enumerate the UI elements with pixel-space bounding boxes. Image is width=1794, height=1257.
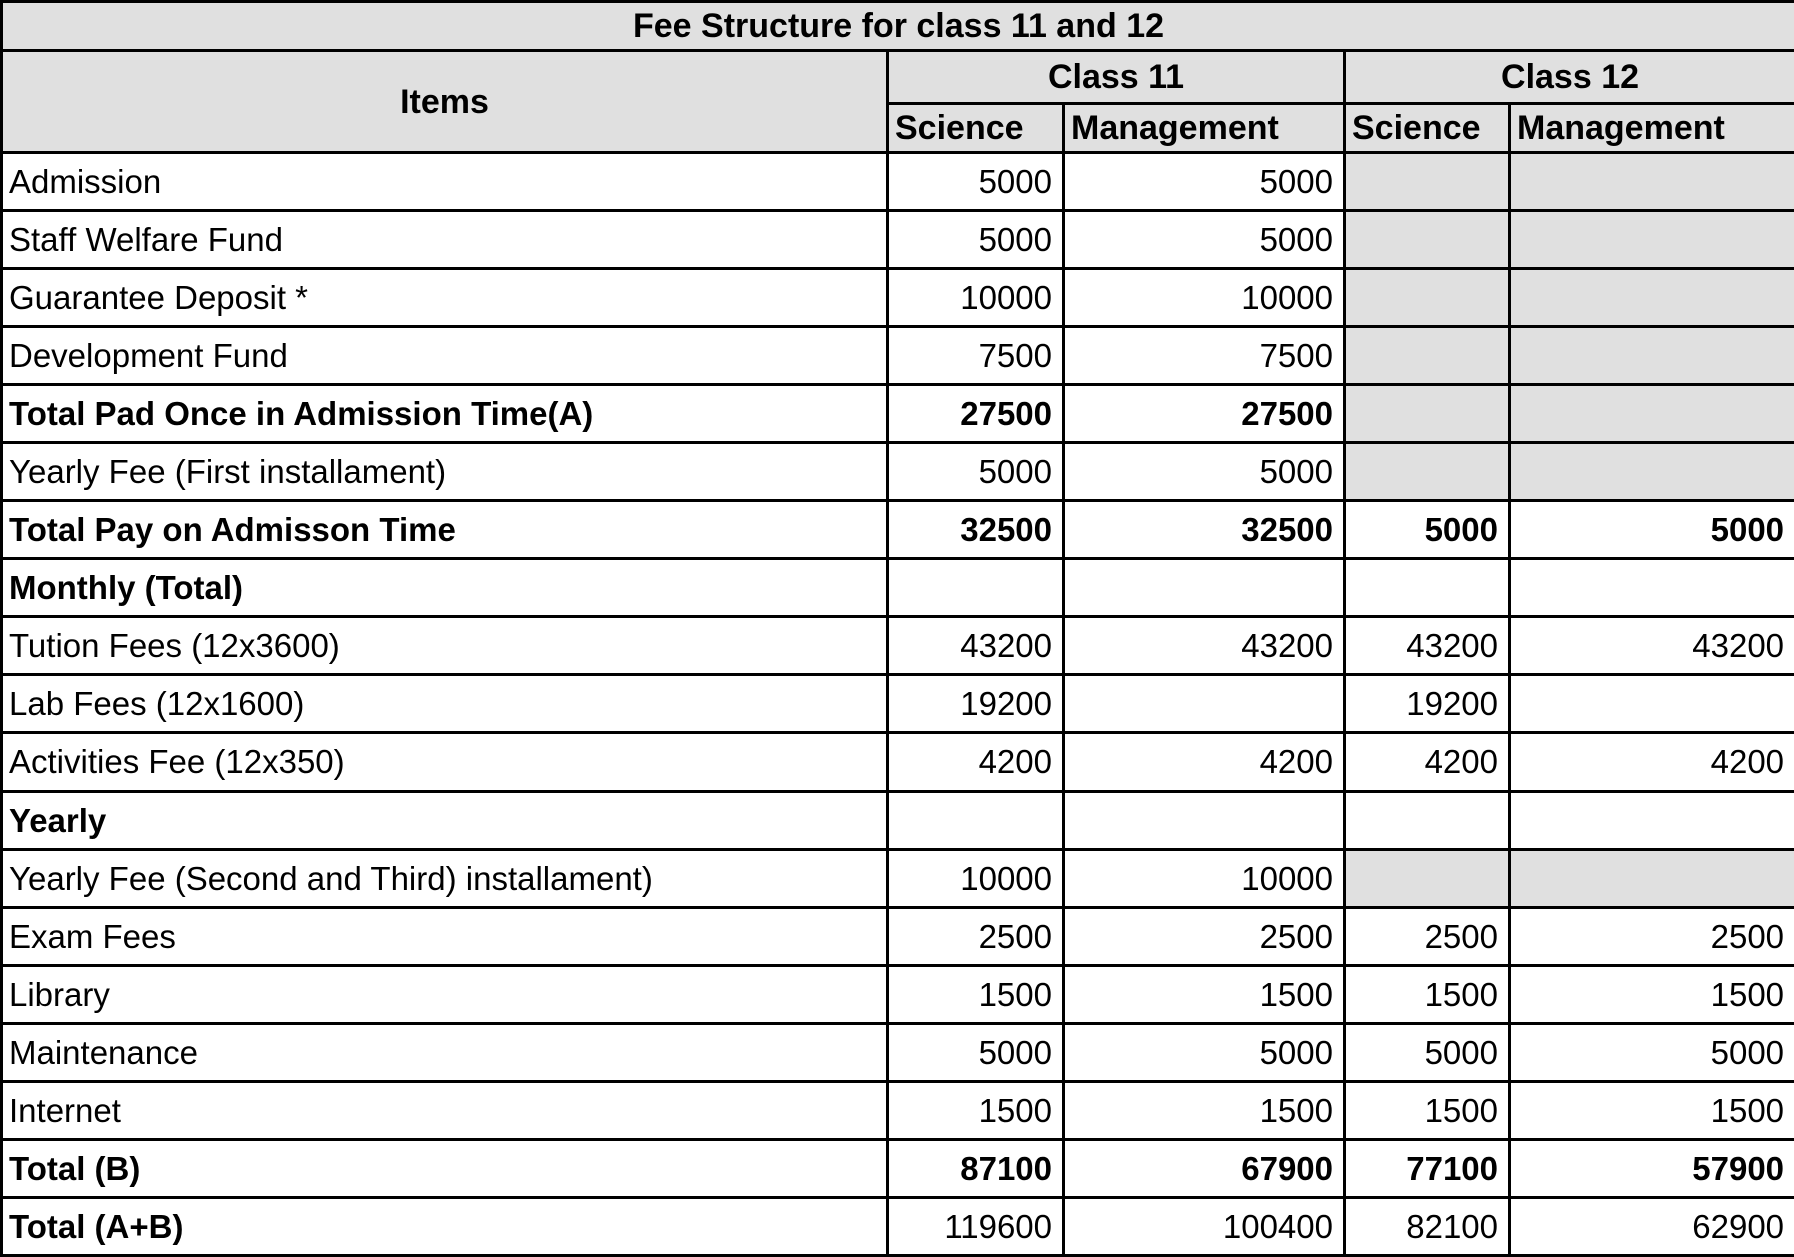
cell-value: 87100 xyxy=(888,1139,1064,1197)
cell-value: 2500 xyxy=(1064,907,1345,965)
cell-value xyxy=(888,791,1064,849)
cell-value: 1500 xyxy=(1064,1081,1345,1139)
cell-value: 7500 xyxy=(1064,327,1345,385)
cell-value xyxy=(1510,791,1794,849)
cell-value: 5000 xyxy=(1064,443,1345,501)
group-header-row xyxy=(2,51,1794,104)
table-title: Fee Structure for class 11 and 12 xyxy=(2,2,1794,51)
table-row xyxy=(2,965,1794,1023)
items-column-header: Items xyxy=(2,51,888,153)
cell-value xyxy=(1510,559,1794,617)
row-label: Yearly Fee (Second and Third) installament) xyxy=(2,849,888,907)
cell-value xyxy=(1510,443,1794,501)
row-label: Tution Fees (12x3600) xyxy=(2,617,888,675)
cell-value: 43200 xyxy=(888,617,1064,675)
cell-value: 119600 xyxy=(888,1197,1064,1255)
table-row xyxy=(2,675,1794,733)
row-label: Development Fund xyxy=(2,327,888,385)
cell-value xyxy=(1345,443,1510,501)
cell-value: 7500 xyxy=(888,327,1064,385)
table-header xyxy=(2,2,1794,153)
cell-value: 4200 xyxy=(888,733,1064,791)
cell-value: 19200 xyxy=(888,675,1064,733)
cell-value: 5000 xyxy=(888,211,1064,269)
cell-value xyxy=(1345,559,1510,617)
table-row xyxy=(2,327,1794,385)
table-row xyxy=(2,617,1794,675)
cell-value: 2500 xyxy=(888,907,1064,965)
cell-value: 1500 xyxy=(888,1081,1064,1139)
cell-value: 5000 xyxy=(1345,501,1510,559)
row-label: Internet xyxy=(2,1081,888,1139)
cell-value xyxy=(1064,559,1345,617)
row-label: Activities Fee (12x350) xyxy=(2,733,888,791)
cell-value: 5000 xyxy=(1345,1023,1510,1081)
cell-value: 4200 xyxy=(1510,733,1794,791)
table-row xyxy=(2,1081,1794,1139)
row-label: Total Pay on Admisson Time xyxy=(2,501,888,559)
table-row xyxy=(2,791,1794,849)
cell-value: 5000 xyxy=(1510,1023,1794,1081)
cell-value: 1500 xyxy=(1345,1081,1510,1139)
cell-value: 5000 xyxy=(1510,501,1794,559)
row-label: Total (B) xyxy=(2,1139,888,1197)
cell-value: 57900 xyxy=(1510,1139,1794,1197)
table-row xyxy=(2,153,1794,211)
cell-value: 27500 xyxy=(888,385,1064,443)
row-label: Maintenance xyxy=(2,1023,888,1081)
cell-value xyxy=(1510,269,1794,327)
cell-value xyxy=(1510,327,1794,385)
table-row xyxy=(2,849,1794,907)
cell-value: 32500 xyxy=(1064,501,1345,559)
cell-value xyxy=(1510,849,1794,907)
cell-value xyxy=(1345,849,1510,907)
sub-header-class-12-science: Science xyxy=(1345,104,1510,153)
cell-value: 100400 xyxy=(1064,1197,1345,1255)
row-label: Yearly xyxy=(2,791,888,849)
cell-value xyxy=(1064,791,1345,849)
cell-value: 2500 xyxy=(1510,907,1794,965)
sub-header-class-11-science: Science xyxy=(888,104,1064,153)
cell-value: 2500 xyxy=(1345,907,1510,965)
cell-value: 1500 xyxy=(1064,965,1345,1023)
cell-value: 62900 xyxy=(1510,1197,1794,1255)
cell-value: 43200 xyxy=(1345,617,1510,675)
row-label: Library xyxy=(2,965,888,1023)
sub-header-class-12-management: Management xyxy=(1510,104,1794,153)
table-row xyxy=(2,269,1794,327)
title-row xyxy=(2,2,1794,51)
cell-value: 67900 xyxy=(1064,1139,1345,1197)
cell-value: 1500 xyxy=(1510,1081,1794,1139)
cell-value xyxy=(1345,211,1510,269)
row-label: Guarantee Deposit * xyxy=(2,269,888,327)
table-row xyxy=(2,211,1794,269)
table-row xyxy=(2,733,1794,791)
cell-value xyxy=(1345,791,1510,849)
cell-value xyxy=(1510,211,1794,269)
table-row xyxy=(2,385,1794,443)
cell-value: 1500 xyxy=(888,965,1064,1023)
table-body xyxy=(2,153,1794,1256)
cell-value: 43200 xyxy=(1510,617,1794,675)
row-label: Staff Welfare Fund xyxy=(2,211,888,269)
row-label: Exam Fees xyxy=(2,907,888,965)
cell-value: 4200 xyxy=(1345,733,1510,791)
cell-value: 4200 xyxy=(1064,733,1345,791)
row-label: Yearly Fee (First installament) xyxy=(2,443,888,501)
cell-value: 10000 xyxy=(888,849,1064,907)
table-row xyxy=(2,1023,1794,1081)
cell-value: 5000 xyxy=(1064,153,1345,211)
cell-value: 77100 xyxy=(1345,1139,1510,1197)
cell-value xyxy=(1510,385,1794,443)
row-label: Total Pad Once in Admission Time(A) xyxy=(2,385,888,443)
table-row xyxy=(2,501,1794,559)
sub-header-class-11-management: Management xyxy=(1064,104,1345,153)
cell-value xyxy=(1510,675,1794,733)
cell-value xyxy=(1345,327,1510,385)
cell-value xyxy=(888,559,1064,617)
cell-value xyxy=(1345,385,1510,443)
cell-value xyxy=(1345,269,1510,327)
cell-value: 5000 xyxy=(1064,211,1345,269)
cell-value: 10000 xyxy=(888,269,1064,327)
row-label: Lab Fees (12x1600) xyxy=(2,675,888,733)
cell-value: 82100 xyxy=(1345,1197,1510,1255)
cell-value: 5000 xyxy=(888,443,1064,501)
row-label: Monthly (Total) xyxy=(2,559,888,617)
cell-value: 10000 xyxy=(1064,849,1345,907)
cell-value: 5000 xyxy=(888,1023,1064,1081)
table-row xyxy=(2,443,1794,501)
cell-value: 27500 xyxy=(1064,385,1345,443)
cell-value: 19200 xyxy=(1345,675,1510,733)
cell-value: 5000 xyxy=(888,153,1064,211)
table-row xyxy=(2,559,1794,617)
cell-value: 10000 xyxy=(1064,269,1345,327)
group-header-class-12: Class 12 xyxy=(1345,51,1794,104)
cell-value: 43200 xyxy=(1064,617,1345,675)
group-header-class-11: Class 11 xyxy=(888,51,1345,104)
cell-value: 1500 xyxy=(1345,965,1510,1023)
table-row xyxy=(2,1197,1794,1255)
table-row xyxy=(2,907,1794,965)
cell-value xyxy=(1345,153,1510,211)
table-row xyxy=(2,1139,1794,1197)
cell-value: 5000 xyxy=(1064,1023,1345,1081)
cell-value xyxy=(1510,153,1794,211)
cell-value: 32500 xyxy=(888,501,1064,559)
cell-value xyxy=(1064,675,1345,733)
cell-value: 1500 xyxy=(1510,965,1794,1023)
row-label: Total (A+B) xyxy=(2,1197,888,1255)
row-label: Admission xyxy=(2,153,888,211)
